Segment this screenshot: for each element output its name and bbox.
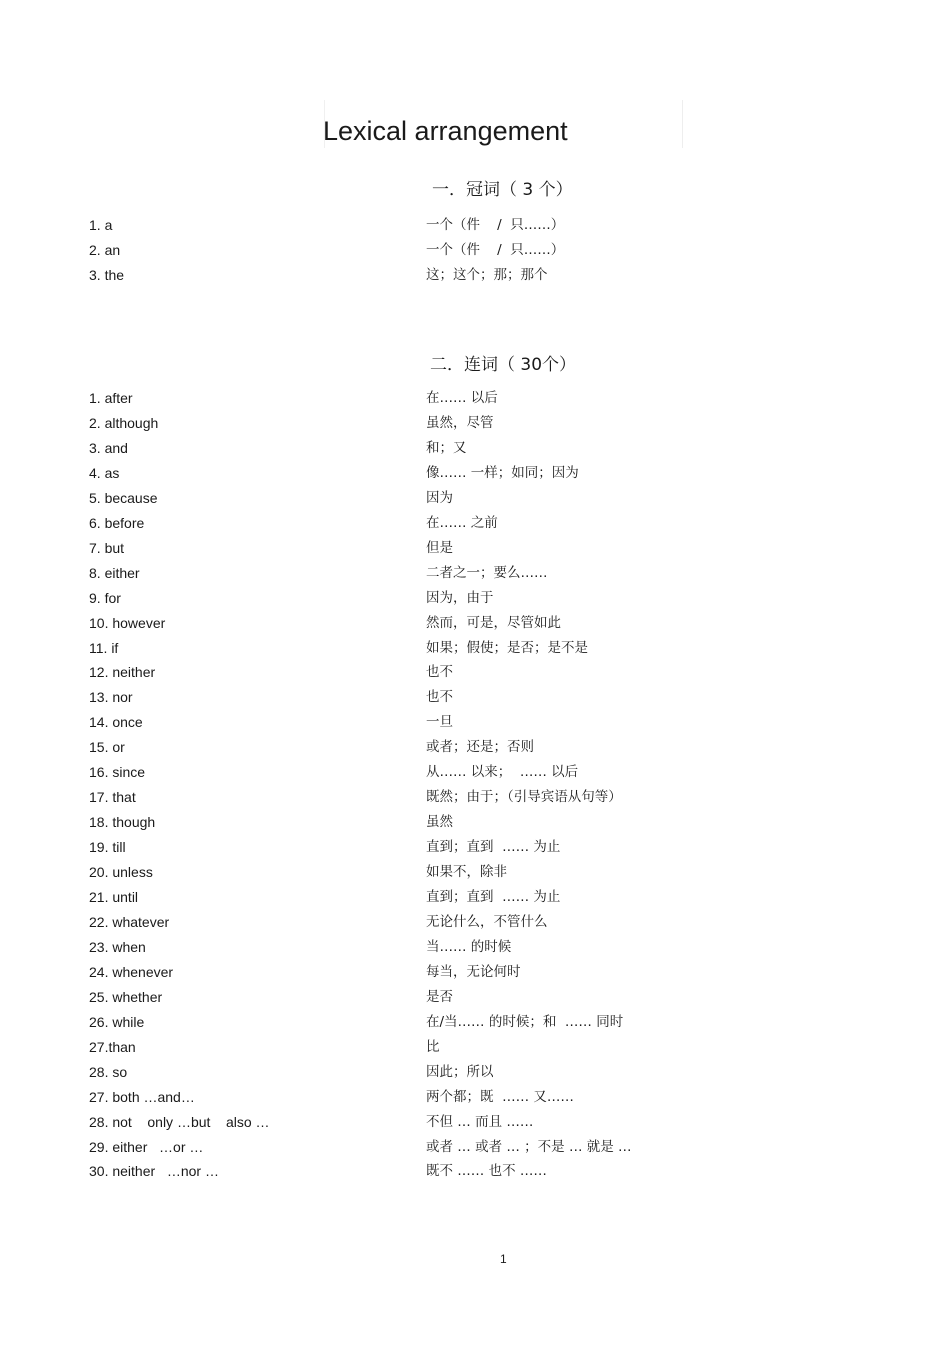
vocabulary-row [0,1062,950,1082]
vocabulary-term: 5. because [89,490,158,506]
vocabulary-term: 6. before [89,515,145,531]
vocabulary-row [0,912,950,932]
vocabulary-meaning: 也不 [426,664,453,680]
vocabulary-term: 22. whatever [89,914,170,930]
vocabulary-meaning: 既不 …… 也不 …… [426,1163,547,1179]
vocabulary-meaning: 一个（件 / 只……） [426,242,565,258]
vocabulary-row [0,987,950,1007]
vocabulary-row [0,513,950,533]
vocabulary-row [0,937,950,957]
vocabulary-meaning: 二者之一；要么…… [426,565,548,581]
vocabulary-row [0,787,950,807]
vocabulary-term: 3. and [89,440,128,456]
vocabulary-meaning: 无论什么，不管什么 [426,914,548,930]
vocabulary-term: 11. if [89,640,119,656]
vocabulary-meaning: 一个（件 / 只……） [426,217,565,233]
vocabulary-row [0,413,950,433]
vocabulary-row [0,240,950,260]
vocabulary-term: 1. a [89,217,113,233]
vocabulary-meaning: 也不 [426,689,453,705]
vocabulary-row [0,887,950,907]
vocabulary-term: 14. once [89,714,143,730]
vocabulary-meaning: 两个都；既 …… 又…… [426,1089,574,1105]
vocabulary-term: 27.than [89,1039,136,1055]
vocabulary-meaning: 一旦 [426,714,453,730]
vocabulary-term: 1. after [89,390,133,406]
vocabulary-row [0,1037,950,1057]
vocabulary-meaning: 或者；还是；否则 [426,739,534,755]
page-title: Lexical arrangement [323,116,568,146]
vocabulary-row [0,563,950,583]
vocabulary-term: 4. as [89,465,120,481]
vocabulary-row [0,862,950,882]
vocabulary-row [0,613,950,633]
vocabulary-row [0,1012,950,1032]
vocabulary-row [0,687,950,707]
vocabulary-meaning: 直到；直到 …… 为止 [426,839,561,855]
title-frame-right-edge [682,100,683,148]
vocabulary-term: 2. although [89,415,159,431]
vocabulary-row [0,488,950,508]
vocabulary-term: 13. nor [89,689,133,705]
vocabulary-meaning: 在…… 以后 [426,390,498,406]
vocabulary-term: 18. though [89,814,156,830]
vocabulary-meaning: 这；这个；那；那个 [426,267,548,283]
vocabulary-row [0,962,950,982]
vocabulary-row [0,762,950,782]
vocabulary-row [0,438,950,458]
vocabulary-meaning: 直到；直到 …… 为止 [426,889,561,905]
vocabulary-meaning: 或者 … 或者 … ；不是 … 就是 … [426,1139,632,1155]
vocabulary-meaning: 但是 [426,540,453,556]
vocabulary-row [0,737,950,757]
vocabulary-term: 23. when [89,939,146,955]
vocabulary-meaning: 在/当…… 的时候；和 …… 同时 [426,1014,624,1030]
vocabulary-meaning: 在…… 之前 [426,515,498,531]
vocabulary-row [0,712,950,732]
vocabulary-meaning: 像…… 一样；如同；因为 [426,465,579,481]
vocabulary-term: 28. so [89,1064,128,1080]
vocabulary-term: 10. however [89,615,166,631]
vocabulary-row [0,463,950,483]
vocabulary-row [0,662,950,682]
vocabulary-meaning: 不但 … 而且 …… [426,1114,534,1130]
vocabulary-term: 15. or [89,739,125,755]
vocabulary-meaning: 因此；所以 [426,1064,494,1080]
vocabulary-meaning: 然而，可是，尽管如此 [426,615,561,631]
vocabulary-row [0,837,950,857]
vocabulary-meaning: 当…… 的时候 [426,939,512,955]
vocabulary-term: 24. whenever [89,964,174,980]
section-heading: 一．冠词（ 3 个） [432,180,573,200]
vocabulary-row [0,812,950,832]
vocabulary-meaning: 每当，无论何时 [426,964,521,980]
section-heading: 二．连词（ 30个） [430,355,577,375]
vocabulary-row [0,588,950,608]
vocabulary-meaning: 虽然，尽管 [426,415,494,431]
page-number: 1 [500,1252,507,1266]
vocabulary-meaning: 和；又 [426,440,467,456]
vocabulary-row [0,638,950,658]
vocabulary-term: 2. an [89,242,121,258]
vocabulary-term: 25. whether [89,989,163,1005]
vocabulary-term: 9. for [89,590,121,606]
vocabulary-row [0,1137,950,1157]
vocabulary-term: 20. unless [89,864,153,880]
vocabulary-term: 29. either …or … [89,1139,204,1155]
vocabulary-row [0,1161,950,1181]
vocabulary-term: 7. but [89,540,125,556]
vocabulary-term: 19. till [89,839,126,855]
vocabulary-term: 12. neither [89,664,156,680]
vocabulary-term: 28. not only …but also … [89,1114,270,1130]
vocabulary-meaning: 既然；由于；（引导宾语从句等） [426,789,622,805]
vocabulary-term: 26. while [89,1014,145,1030]
vocabulary-meaning: 因为 [426,490,453,506]
vocabulary-row [0,1087,950,1107]
vocabulary-meaning: 如果；假使；是否；是不是 [426,640,588,656]
vocabulary-row [0,215,950,235]
vocabulary-meaning: 比 [426,1039,440,1055]
vocabulary-row [0,538,950,558]
vocabulary-meaning: 虽然 [426,814,453,830]
vocabulary-term: 21. until [89,889,139,905]
vocabulary-meaning: 从…… 以来； …… 以后 [426,764,579,780]
vocabulary-row [0,1112,950,1132]
vocabulary-term: 3. the [89,267,125,283]
vocabulary-meaning: 是否 [426,989,453,1005]
vocabulary-term: 30. neither …nor … [89,1163,219,1179]
vocabulary-term: 27. both …and… [89,1089,195,1105]
vocabulary-meaning: 因为，由于 [426,590,494,606]
vocabulary-term: 8. either [89,565,140,581]
vocabulary-term: 17. that [89,789,136,805]
vocabulary-meaning: 如果不，除非 [426,864,507,880]
vocabulary-row [0,265,950,285]
vocabulary-term: 16. since [89,764,146,780]
vocabulary-row [0,388,950,408]
